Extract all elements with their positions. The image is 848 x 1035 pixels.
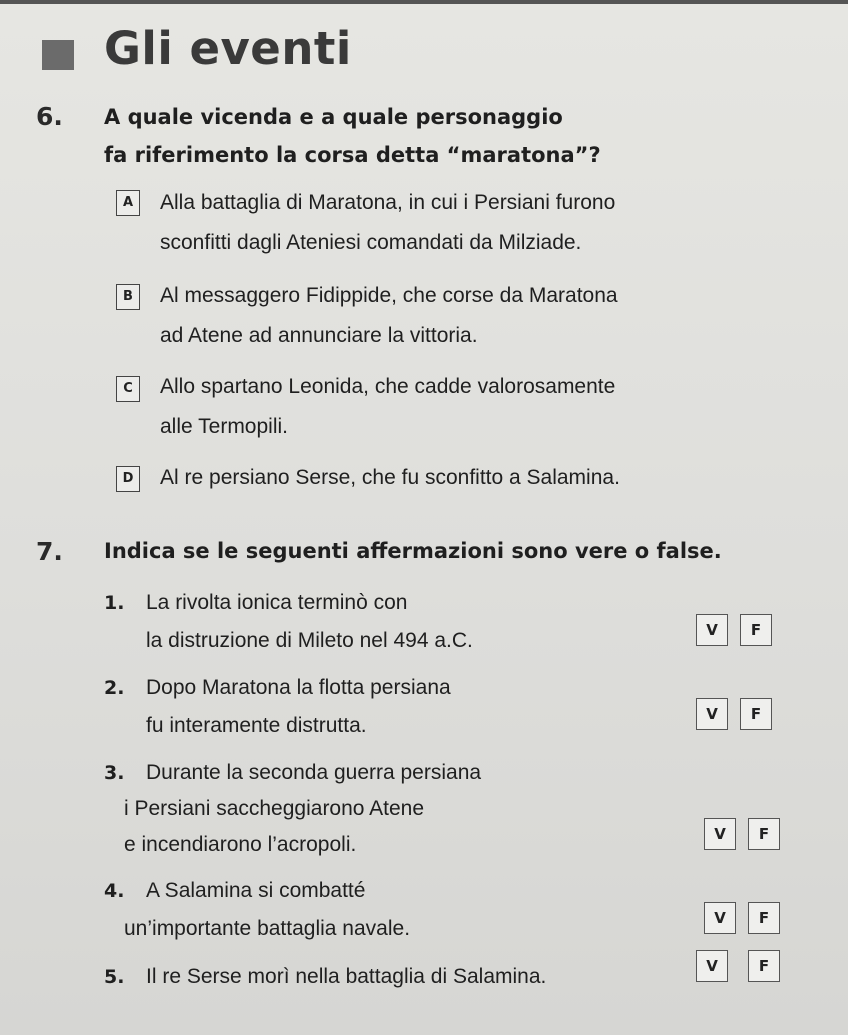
section-title: Gli eventi xyxy=(104,22,352,75)
option-c-checkbox[interactable]: C xyxy=(116,376,140,402)
statement-3-number: 3. xyxy=(104,762,125,784)
statement-5-false-box[interactable]: F xyxy=(748,950,780,982)
option-c-line-2: alle Termopili. xyxy=(160,415,288,438)
statement-2-number: 2. xyxy=(104,677,125,699)
option-b-line-1: Al messaggero Fidippide, che corse da Maratona xyxy=(160,284,618,307)
statement-3-line-1: Durante la seconda guerra persiana xyxy=(146,761,482,784)
option-d-checkbox[interactable]: D xyxy=(116,466,140,492)
option-a-line-1: Alla battaglia di Maratona, in cui i Persiani furono xyxy=(160,191,616,214)
statement-2-true-box[interactable]: V xyxy=(696,698,728,730)
statement-1-false-box[interactable]: F xyxy=(740,614,772,646)
option-c-line-1: Allo spartano Leonida, che cadde valorosamente xyxy=(160,375,616,398)
statement-3-line-3: e incendiarono l’acropoli. xyxy=(124,833,357,856)
statement-2-false-box[interactable]: F xyxy=(740,698,772,730)
question-7-text: Indica se le seguenti affermazioni sono vere o false. xyxy=(104,539,722,563)
option-a-checkbox[interactable]: A xyxy=(116,190,140,216)
statement-5-line-1: Il re Serse morì nella battaglia di Salamina. xyxy=(146,965,547,988)
top-border xyxy=(0,0,848,4)
statement-1-number: 1. xyxy=(104,592,125,614)
question-6-line-2: fa riferimento la corsa detta “maratona”? xyxy=(104,143,601,167)
statement-3-line-2: i Persiani saccheggiarono Atene xyxy=(124,797,425,820)
option-d-line-1: Al re persiano Serse, che fu sconfitto a Salamina. xyxy=(160,466,620,489)
statement-1-true-box[interactable]: V xyxy=(696,614,728,646)
statement-3-true-box[interactable]: V xyxy=(704,818,736,850)
option-b-line-2: ad Atene ad annunciare la vittoria. xyxy=(160,324,478,347)
section-bullet-icon xyxy=(42,40,74,70)
statement-4-line-2: un’importante battaglia navale. xyxy=(124,917,411,940)
statement-4-false-box[interactable]: F xyxy=(748,902,780,934)
statement-2-line-1: Dopo Maratona la flotta persiana xyxy=(146,676,451,699)
question-6-line-1: A quale vicenda e a quale personaggio xyxy=(104,105,563,129)
option-b-checkbox[interactable]: B xyxy=(116,284,140,310)
statement-5-true-box[interactable]: V xyxy=(696,950,728,982)
question-7-number: 7. xyxy=(36,537,63,566)
statement-1-line-2: la distruzione di Mileto nel 494 a.C. xyxy=(146,629,473,652)
statement-2-line-2: fu interamente distrutta. xyxy=(146,714,367,737)
statement-5-number: 5. xyxy=(104,966,125,988)
statement-4-true-box[interactable]: V xyxy=(704,902,736,934)
question-6-number: 6. xyxy=(36,102,63,131)
statement-1-line-1: La rivolta ionica terminò con xyxy=(146,591,408,614)
option-a-line-2: sconfitti dagli Ateniesi comandati da Milziade. xyxy=(160,231,582,254)
statement-3-false-box[interactable]: F xyxy=(748,818,780,850)
statement-4-line-1: A Salamina si combatté xyxy=(146,879,366,902)
statement-4-number: 4. xyxy=(104,880,125,902)
